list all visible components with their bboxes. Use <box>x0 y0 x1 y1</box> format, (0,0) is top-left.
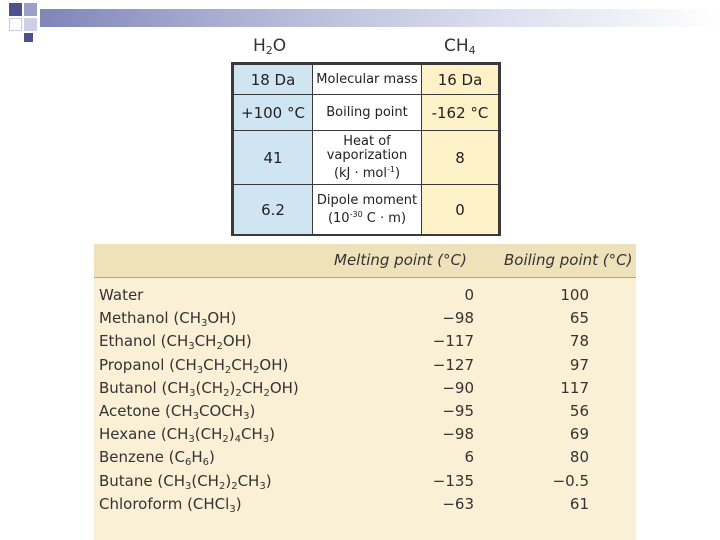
boiling-point-value: 100 <box>560 286 589 304</box>
property-label: Molecular mass <box>313 65 422 95</box>
boiling-point-value: 56 <box>569 402 589 420</box>
table-row <box>94 423 636 446</box>
property-label: Heat of vaporization (kJ · mol$^{-1}$) <box>313 131 422 185</box>
water-header: $H_2O$ <box>253 36 287 57</box>
table-row <box>94 307 636 330</box>
boiling-point-value: 117 <box>560 378 589 397</box>
compound-name: Hexane $(CH_3(CH_2)_4CH_3)$ <box>99 425 276 446</box>
deco-square <box>9 18 22 31</box>
water-value: 41 <box>234 131 313 185</box>
melting-point-value: 0 <box>464 286 474 304</box>
water-value: 6.2 <box>234 185 313 235</box>
comparison-row <box>234 95 499 131</box>
melting-point-header: Melting point (°C) <box>334 251 467 269</box>
table-row <box>94 354 636 377</box>
compound-name: Butanol $(CH_3(CH_2)_2CH_2OH)$ <box>99 378 299 399</box>
boiling-point-header: Boiling point (°C) <box>504 251 633 269</box>
melting-point-value: −117 <box>432 332 474 351</box>
melting-point-value: 6 <box>464 448 474 467</box>
table-row <box>94 446 636 469</box>
methane-value: 8 <box>422 131 499 185</box>
title-bar-gradient <box>40 9 720 27</box>
deco-square <box>24 3 37 16</box>
property-label: Boiling point <box>313 95 422 131</box>
melting-point-value: −95 <box>442 402 474 420</box>
boiling-point-value: 65 <box>569 309 589 328</box>
methane-value: -162 °C <box>422 95 499 131</box>
properties-table <box>94 244 636 540</box>
melting-point-value: −127 <box>432 355 474 374</box>
table-row <box>94 377 636 400</box>
comparison-row <box>234 131 499 185</box>
table-row <box>94 400 636 423</box>
melting-point-value: −98 <box>442 309 474 328</box>
property-label: Dipole moment ($10^{-30}$ C · m) <box>313 185 422 235</box>
compound-name: Propanol $(CH_3CH_2CH_2OH)$ <box>99 355 289 376</box>
boiling-point-value: −0.5 <box>552 471 589 490</box>
comparison-table <box>231 62 501 236</box>
deco-square <box>24 18 37 31</box>
boiling-point-value: 80 <box>569 448 589 467</box>
melting-point-value: −98 <box>442 425 474 444</box>
deco-square <box>24 33 33 42</box>
methane-value: 16 Da <box>422 65 499 95</box>
boiling-point-value: 78 <box>569 332 589 351</box>
methane-value: 0 <box>422 185 499 235</box>
table-row <box>94 284 636 307</box>
melting-point-value: −135 <box>432 471 474 490</box>
table-row <box>94 470 636 493</box>
methane-header: $CH_4$ <box>444 36 476 57</box>
compound-name: Butane $(CH_3(CH_2)_2CH_3)$ <box>99 471 272 492</box>
header-divider <box>94 277 636 278</box>
table-row <box>94 330 636 353</box>
compound-name: Acetone $(CH_3COCH_3)$ <box>99 402 256 422</box>
compound-name: Chloroform (CHCl$_3$) <box>99 494 242 515</box>
water-value: 18 Da <box>234 65 313 95</box>
compound-name: Ethanol $(CH_3CH_2OH)$ <box>99 332 252 353</box>
boiling-point-value: 97 <box>569 355 589 374</box>
boiling-point-value: 61 <box>569 494 589 513</box>
comparison-row <box>234 65 499 95</box>
boiling-point-value: 69 <box>569 425 589 444</box>
water-value: +100 °C <box>234 95 313 131</box>
melting-point-value: −90 <box>442 378 474 397</box>
table-row <box>94 493 636 516</box>
deco-square <box>9 3 22 16</box>
compound-name: Methanol $(CH_3OH)$ <box>99 309 237 330</box>
comparison-row <box>234 185 499 235</box>
compound-name: Water <box>99 286 144 304</box>
compound-name: Benzene $(C_6H_6)$ <box>99 448 215 469</box>
melting-point-value: −63 <box>442 494 474 513</box>
